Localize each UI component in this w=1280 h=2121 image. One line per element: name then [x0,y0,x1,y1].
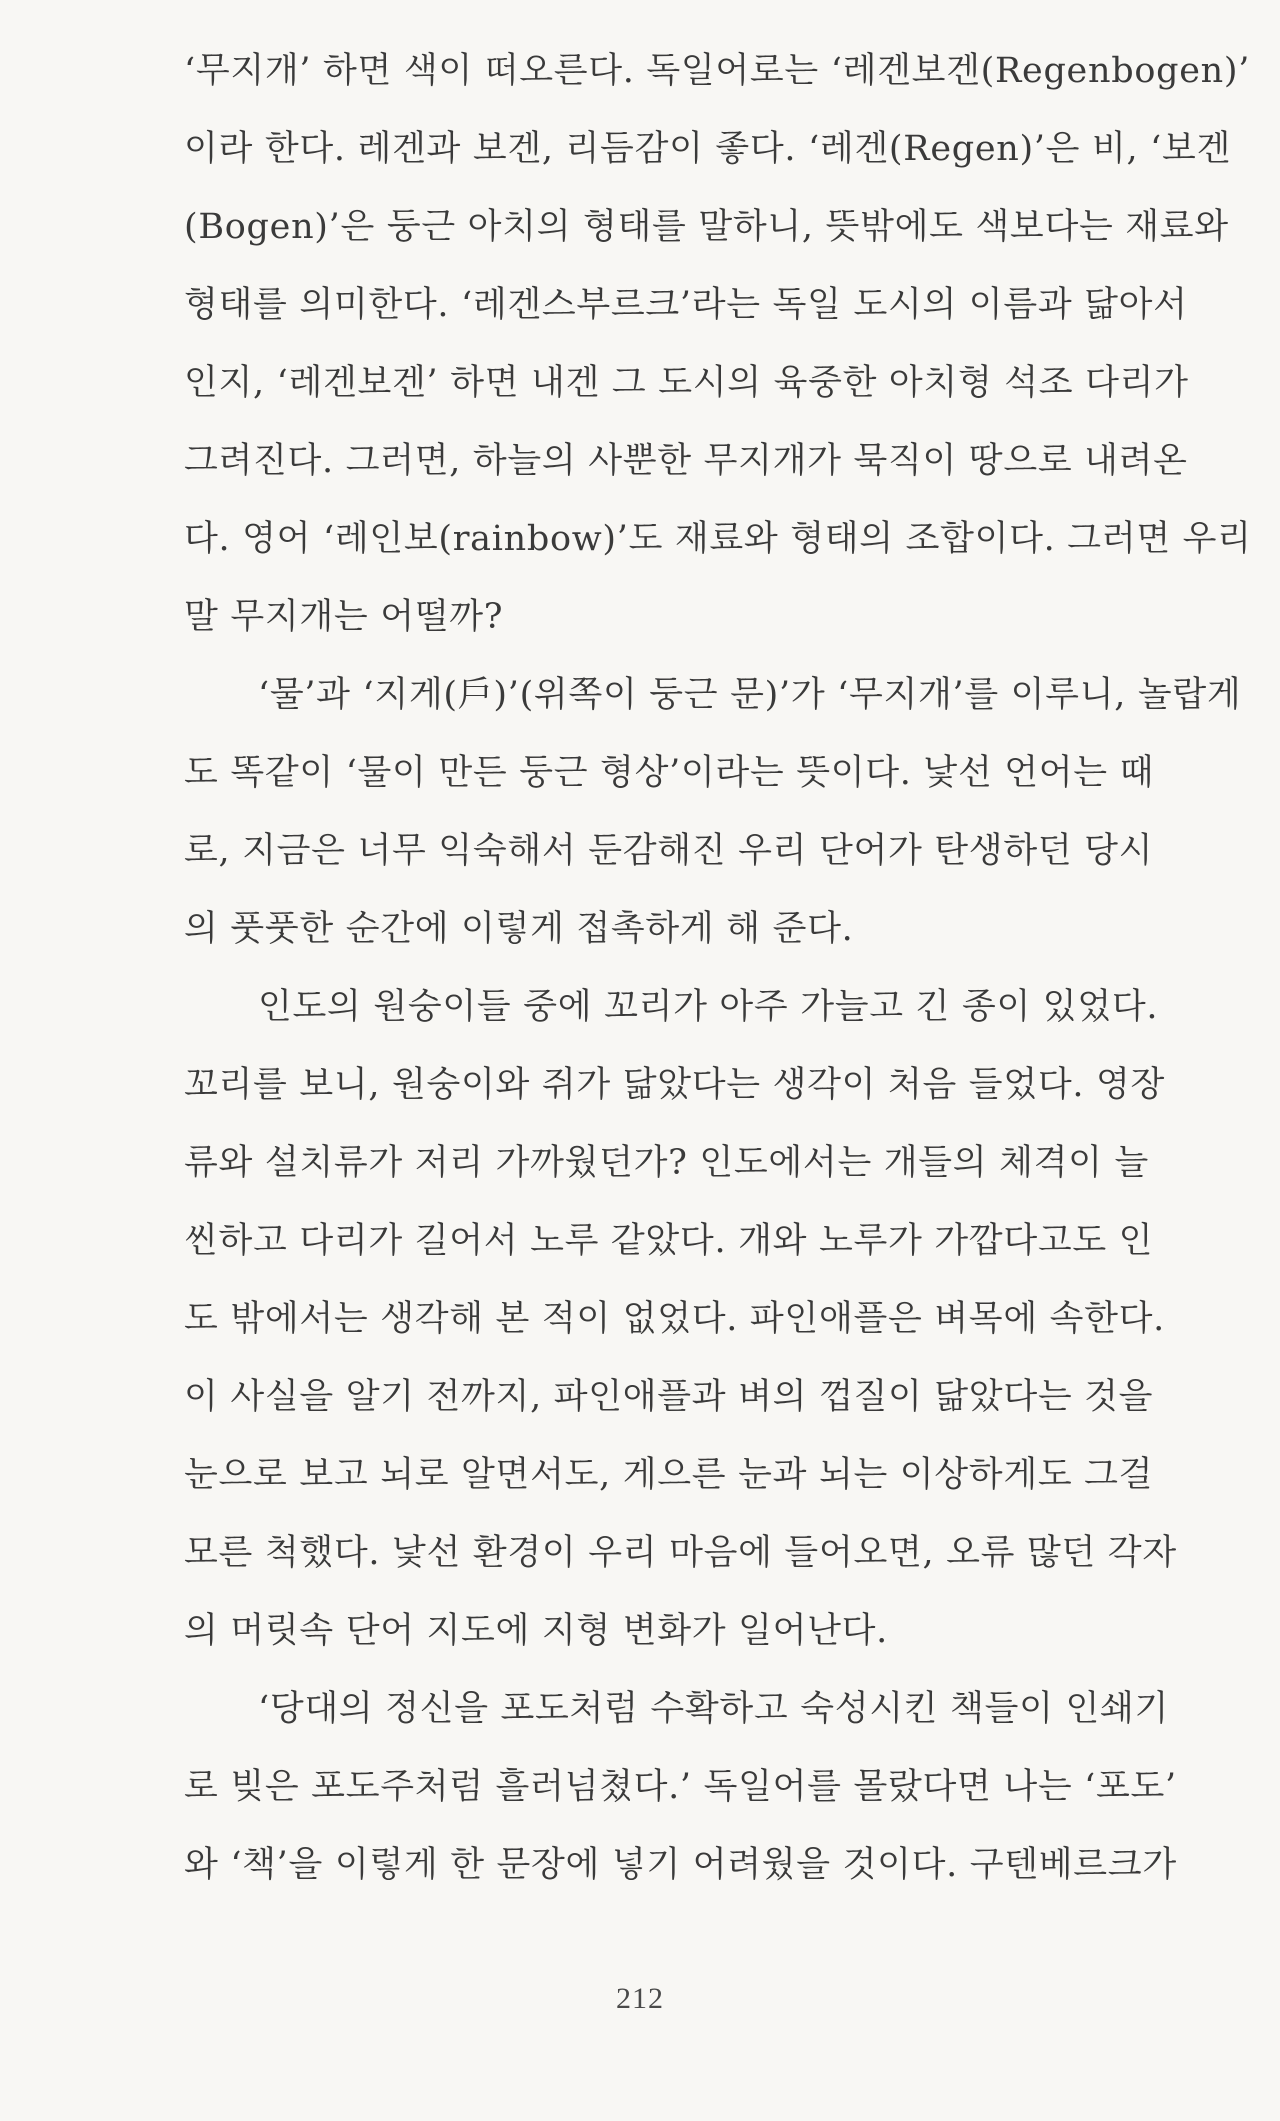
text-line: 모른 척했다. 낯선 환경이 우리 마음에 들어오면, 오류 많던 각자 [184,1533,1177,1573]
text-line: ‘무지개’ 하면 색이 떠오른다. 독일어로는 ‘레겐보겐(Regenbogen)’ [184,51,1251,91]
paragraph-start-line: ‘당대의 정신을 포도처럼 수확하고 숙성시킨 책들이 인쇄기 [258,1689,1170,1729]
paragraph-start-line: 인도의 원숭이들 중에 꼬리가 아주 가늘고 긴 종이 있었다. [258,987,1159,1027]
text-line: 말 무지개는 어떨까? [184,597,504,637]
text-line: 이 사실을 알기 전까지, 파인애플과 벼의 껍질이 닮았다는 것을 [184,1377,1154,1417]
text-line: 도 똑같이 ‘물이 만든 둥근 형상’이라는 뜻이다. 낯선 언어는 때 [184,753,1155,793]
paragraph-start-line: ‘물’과 ‘지게(戶)’(위쪽이 둥근 문)’가 ‘무지개’를 이루니, 놀랍게 [258,675,1242,715]
text-line: 의 풋풋한 순간에 이렇게 접촉하게 해 준다. [184,909,854,949]
text-line: 의 머릿속 단어 지도에 지형 변화가 일어난다. [184,1611,888,1651]
text-line: 그려진다. 그러면, 하늘의 사뿐한 무지개가 묵직이 땅으로 내려온 [184,441,1188,481]
text-line: 인지, ‘레겐보겐’ 하면 내겐 그 도시의 육중한 아치형 석조 다리가 [184,363,1189,403]
text-line: 다. 영어 ‘레인보(rainbow)’도 재료와 형태의 조합이다. 그러면 우리 [184,519,1252,559]
text-line: 로 빚은 포도주처럼 흘러넘쳤다.’ 독일어를 몰랐다면 나는 ‘포도’ [184,1767,1177,1807]
text-line: 눈으로 보고 뇌로 알면서도, 게으른 눈과 뇌는 이상하게도 그걸 [184,1455,1154,1495]
text-line: 로, 지금은 너무 익숙해서 둔감해진 우리 단어가 탄생하던 당시 [184,831,1154,871]
text-line: 꼬리를 보니, 원숭이와 쥐가 닮았다는 생각이 처음 들었다. 영장 [184,1065,1166,1105]
text-line: 도 밖에서는 생각해 본 적이 없었다. 파인애플은 벼목에 속한다. [184,1299,1166,1339]
text-line: 와 ‘책’을 이렇게 한 문장에 넣기 어려웠을 것이다. 구텐베르크가 [184,1845,1177,1885]
text-line: 씬하고 다리가 길어서 노루 같았다. 개와 노루가 가깝다고도 인 [184,1221,1154,1261]
page-number: 212 [616,1982,664,2015]
text-line: 형태를 의미한다. ‘레겐스부르크’라는 독일 도시의 이름과 닮아서 [184,285,1188,325]
text-line: 류와 설치류가 저리 가까웠던가? 인도에서는 개들의 체격이 늘 [184,1143,1149,1183]
text-line: (Bogen)’은 둥근 아치의 형태를 말하니, 뜻밖에도 색보다는 재료와 [184,207,1229,247]
text-line: 이라 한다. 레겐과 보겐, 리듬감이 좋다. ‘레겐(Regen)’은 비, ‘보겐 [184,129,1232,169]
